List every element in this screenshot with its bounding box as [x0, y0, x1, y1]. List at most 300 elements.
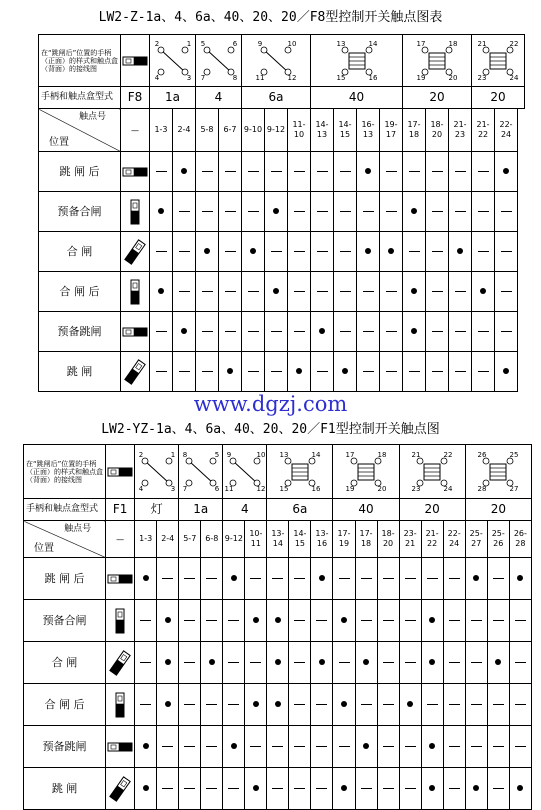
contact-number: 18-20	[426, 109, 449, 152]
contact-state-cell	[509, 768, 531, 810]
terminal-label: 3	[186, 73, 191, 82]
contact-state-cell	[245, 558, 267, 600]
open-contact-dash	[184, 704, 195, 705]
open-contact-dash	[317, 211, 328, 212]
terminal-label: 4	[154, 73, 159, 82]
open-contact-dash	[432, 291, 443, 292]
contact-diagram-cell	[196, 35, 242, 87]
open-contact-dash	[225, 331, 236, 332]
open-contact-dash	[206, 578, 217, 579]
contact-number: 9-12	[223, 521, 245, 558]
contact-state-cell	[311, 768, 333, 810]
contact-state-cell	[399, 726, 421, 768]
closed-contact-dot	[365, 248, 371, 254]
contact-state-cell	[288, 192, 311, 232]
open-contact-dash	[184, 788, 195, 789]
position-row	[39, 272, 525, 312]
contact-diagram-cell	[399, 445, 465, 499]
contact-number: 17-18	[403, 109, 426, 152]
contact-state-cell	[173, 272, 196, 312]
open-contact-dash	[405, 788, 416, 789]
contact-state-cell	[157, 768, 179, 810]
contact-state-cell	[377, 558, 399, 600]
contact-state-cell	[377, 642, 399, 684]
contact-state-cell	[355, 600, 377, 642]
contact-state-cell	[472, 152, 495, 192]
contact-state-cell	[311, 272, 334, 312]
contact-state-cell	[426, 272, 449, 312]
closed-contact-dot	[165, 617, 171, 623]
contact-state-cell	[449, 272, 472, 312]
contact-state-cell	[421, 642, 443, 684]
open-contact-dash	[455, 371, 466, 372]
contact-box-diagram	[181, 447, 221, 497]
contact-state-cell	[179, 642, 201, 684]
open-contact-dash	[271, 251, 282, 252]
contact-state-cell	[223, 642, 245, 684]
contact-state-cell	[289, 684, 311, 726]
contact-state-cell	[403, 192, 426, 232]
contact-state-cell	[265, 192, 288, 232]
terminal-label: 21	[477, 39, 487, 48]
contact-number: 14-13	[311, 109, 334, 152]
contact-state-cell	[495, 152, 518, 192]
position-row	[24, 600, 532, 642]
open-contact-dash	[156, 171, 167, 172]
open-contact-dash	[383, 662, 394, 663]
model-name: 40	[311, 87, 403, 109]
contact-position-header	[39, 109, 121, 152]
contact-state-cell	[399, 768, 421, 810]
contact-diagram-cell	[242, 35, 311, 87]
contact-diagram-cell	[311, 35, 403, 87]
contact-state-cell	[223, 684, 245, 726]
terminal-label: 17	[345, 450, 355, 459]
contact-state-cell	[288, 272, 311, 312]
contact-state-cell	[267, 726, 289, 768]
contact-state-cell	[242, 152, 265, 192]
contact-diagram-cell	[179, 445, 223, 499]
open-contact-dash	[271, 331, 282, 332]
contact-state-cell	[135, 726, 157, 768]
position-row	[39, 232, 525, 272]
contact-state-cell	[355, 684, 377, 726]
open-contact-dash	[455, 211, 466, 212]
closed-contact-dot	[227, 368, 233, 374]
terminal-label: 14	[368, 39, 377, 48]
contact-state-cell	[333, 642, 355, 684]
handle-position-cell	[106, 642, 135, 684]
contact-number: 25-26	[487, 521, 509, 558]
terminal-label: 16	[368, 73, 377, 82]
open-contact-dash	[478, 211, 489, 212]
contact-number: 13-14	[267, 521, 289, 558]
terminal-label: 10	[287, 39, 297, 48]
position-name: 合 闸 后	[39, 272, 121, 312]
terminal-label: 8	[232, 73, 237, 82]
contact-state-cell	[380, 192, 403, 232]
closed-contact-dot	[143, 785, 149, 791]
open-contact-dash	[471, 746, 482, 747]
terminal-label: 22	[443, 450, 453, 459]
contact-state-cell	[311, 192, 334, 232]
contact-state-cell	[377, 726, 399, 768]
open-contact-dash	[478, 331, 489, 332]
contact-state-cell	[311, 232, 334, 272]
closed-contact-dot	[181, 328, 187, 334]
front-handle-cell	[121, 35, 150, 87]
contact-number: 14-15	[334, 109, 357, 152]
contact-state-cell	[135, 558, 157, 600]
contact-state-cell	[289, 726, 311, 768]
contact-state-cell	[487, 600, 509, 642]
contact-state-cell	[288, 312, 311, 352]
open-contact-dash	[493, 578, 504, 579]
contact-state-cell	[472, 352, 495, 392]
contact-state-cell	[311, 352, 334, 392]
open-contact-dash	[202, 291, 213, 292]
handle-position-cell	[121, 152, 150, 192]
open-contact-dash	[383, 578, 394, 579]
open-contact-dash	[156, 331, 167, 332]
open-contact-dash	[493, 620, 504, 621]
contact-state-cell	[403, 152, 426, 192]
terminal-label: 13	[336, 39, 345, 48]
closed-contact-dot	[411, 288, 417, 294]
open-contact-dash	[228, 788, 239, 789]
contact-state-cell	[403, 232, 426, 272]
contact-state-cell	[173, 232, 196, 272]
contact-state-cell	[399, 558, 421, 600]
contact-state-cell	[289, 600, 311, 642]
contact-state-cell	[150, 312, 173, 352]
position-name: 跳 闸	[39, 352, 121, 392]
open-contact-dash	[515, 620, 526, 621]
contact-number: 11-10	[288, 109, 311, 152]
contact-number-label: 触点号	[78, 112, 106, 122]
contact-state-cell	[223, 726, 245, 768]
contact-state-cell	[201, 684, 223, 726]
contact-state-cell	[288, 232, 311, 272]
contact-state-cell	[487, 768, 509, 810]
terminal-label: 5	[200, 39, 205, 48]
contact-diagram-cell	[223, 445, 267, 499]
open-contact-dash	[202, 371, 213, 372]
contact-state-cell	[443, 642, 465, 684]
contact-box-diagram	[407, 37, 467, 85]
closed-contact-dot	[429, 785, 435, 791]
contact-state-cell	[426, 152, 449, 192]
terminal-label: 20	[448, 73, 458, 82]
contact-state-cell	[355, 768, 377, 810]
open-contact-dash	[363, 291, 374, 292]
open-contact-dash	[206, 746, 217, 747]
open-contact-dash	[317, 371, 328, 372]
terminal-label: 6	[232, 39, 237, 48]
contact-number: 13-16	[311, 521, 333, 558]
contact-state-cell	[267, 600, 289, 642]
position-name: 预备合闸	[39, 192, 121, 232]
open-contact-dash	[248, 171, 259, 172]
model-name: 6a	[242, 87, 311, 109]
model-name: 40	[333, 499, 399, 521]
open-contact-dash	[179, 291, 190, 292]
terminal-label: 23	[477, 73, 487, 82]
closed-contact-dot	[342, 368, 348, 374]
position-name: 合 闸	[39, 232, 121, 272]
contact-state-cell	[333, 768, 355, 810]
handle-icon	[107, 572, 133, 586]
handle-icon	[113, 692, 127, 718]
contact-state-cell	[245, 684, 267, 726]
contact-state-cell	[472, 312, 495, 352]
contact-state-cell	[399, 684, 421, 726]
open-contact-dash	[294, 171, 305, 172]
open-contact-dash	[405, 620, 416, 621]
model-name: 1a	[179, 499, 223, 521]
closed-contact-dot	[275, 617, 281, 623]
contact-state-cell	[380, 312, 403, 352]
contact-number-label: 触点号	[64, 524, 92, 534]
contact-state-cell	[179, 600, 201, 642]
contact-state-cell	[245, 600, 267, 642]
terminal-label: 27	[509, 484, 519, 493]
closed-contact-dot	[473, 785, 479, 791]
open-contact-dash	[294, 291, 305, 292]
front-handle-cell	[106, 445, 135, 499]
open-contact-dash	[339, 746, 350, 747]
contact-state-cell	[242, 312, 265, 352]
contact-state-cell	[443, 726, 465, 768]
open-contact-dash	[478, 171, 489, 172]
closed-contact-dot	[181, 168, 187, 174]
open-contact-dash	[427, 704, 438, 705]
model-name: 20	[465, 499, 531, 521]
contact-state-cell	[509, 642, 531, 684]
closed-contact-dot	[429, 743, 435, 749]
open-contact-dash	[316, 704, 327, 705]
contact-number: 25-27	[465, 521, 487, 558]
contact-diagram-cell	[150, 35, 196, 87]
open-contact-dash	[493, 788, 504, 789]
contact-state-cell	[265, 152, 288, 192]
contact-state-cell	[487, 684, 509, 726]
contact-state-cell	[219, 152, 242, 192]
terminal-label: 14	[311, 450, 321, 459]
contact-number: 21-23	[449, 109, 472, 152]
open-contact-dash	[493, 746, 504, 747]
contact-number: 19-17	[380, 109, 403, 152]
terminal-label: 8	[182, 450, 188, 459]
closed-contact-dot	[341, 701, 347, 707]
contact-state-cell	[333, 600, 355, 642]
closed-contact-dot	[319, 659, 325, 665]
open-contact-dash	[501, 331, 512, 332]
open-contact-dash	[228, 620, 239, 621]
terminal-label: 3	[170, 484, 175, 493]
contact-state-cell	[219, 312, 242, 352]
contact-state-cell	[333, 558, 355, 600]
closed-contact-dot	[158, 288, 164, 294]
open-contact-dash	[140, 662, 151, 663]
closed-contact-dot	[296, 368, 302, 374]
contact-state-cell	[355, 726, 377, 768]
open-contact-dash	[501, 291, 512, 292]
contact-state-cell	[311, 558, 333, 600]
open-contact-dash	[515, 704, 526, 705]
contact-state-cell	[399, 600, 421, 642]
closed-contact-dot	[429, 659, 435, 665]
terminal-label: 10	[256, 450, 265, 459]
open-contact-dash	[294, 578, 305, 579]
contact-state-cell	[267, 642, 289, 684]
open-contact-dash	[294, 620, 305, 621]
handle-icon	[122, 50, 148, 72]
contact-number: 22-24	[443, 521, 465, 558]
contact-box-diagram	[327, 37, 387, 85]
contact-state-cell	[377, 768, 399, 810]
contact-state-cell	[173, 352, 196, 392]
open-contact-dash	[361, 578, 372, 579]
contact-state-cell	[150, 152, 173, 192]
position-name: 预备跳闸	[24, 726, 106, 768]
contact-state-cell	[173, 312, 196, 352]
contact-state-cell	[179, 558, 201, 600]
contact-number: 17-19	[333, 521, 355, 558]
contact-state-cell	[421, 726, 443, 768]
terminal-label: 22	[509, 39, 519, 48]
contact-state-cell	[334, 152, 357, 192]
contact-state-cell	[311, 152, 334, 192]
contact-diagram-cell	[267, 445, 333, 499]
contact-table-2	[23, 444, 532, 810]
contact-state-cell	[495, 312, 518, 352]
closed-contact-dot	[209, 659, 215, 665]
handle-column-header: —	[121, 109, 150, 152]
open-contact-dash	[383, 746, 394, 747]
contact-state-cell	[201, 558, 223, 600]
contact-state-cell	[333, 726, 355, 768]
closed-contact-dot	[365, 168, 371, 174]
contact-state-cell	[421, 684, 443, 726]
handle-position-cell	[106, 768, 135, 810]
contact-state-cell	[333, 684, 355, 726]
handle-position-cell	[106, 558, 135, 600]
open-contact-dash	[455, 331, 466, 332]
handle-position-cell	[121, 272, 150, 312]
contact-state-cell	[465, 684, 487, 726]
closed-contact-dot	[143, 575, 149, 581]
open-contact-dash	[449, 620, 460, 621]
model-label: 手柄和触点盒型式	[39, 87, 121, 109]
contact-diagram-cell	[135, 445, 179, 499]
open-contact-dash	[250, 746, 261, 747]
contact-state-cell	[135, 684, 157, 726]
open-contact-dash	[184, 662, 195, 663]
contact-state-cell	[157, 600, 179, 642]
contact-state-cell	[334, 232, 357, 272]
contact-state-cell	[150, 192, 173, 232]
handle-icon	[122, 325, 148, 339]
contact-state-cell	[426, 312, 449, 352]
position-name: 预备合闸	[24, 600, 106, 642]
open-contact-dash	[409, 171, 420, 172]
position-row	[39, 192, 525, 232]
contact-state-cell	[157, 642, 179, 684]
closed-contact-dot	[165, 659, 171, 665]
contact-state-cell	[289, 558, 311, 600]
contact-state-cell	[179, 684, 201, 726]
open-contact-dash	[432, 211, 443, 212]
closed-contact-dot	[363, 659, 369, 665]
closed-contact-dot	[341, 785, 347, 791]
contact-diagram-cell	[472, 35, 525, 87]
contact-state-cell	[242, 272, 265, 312]
contact-state-cell	[403, 312, 426, 352]
open-contact-dash	[225, 251, 236, 252]
open-contact-dash	[501, 211, 512, 212]
closed-contact-dot	[473, 575, 479, 581]
contact-state-cell	[201, 768, 223, 810]
handle-position-cell	[106, 726, 135, 768]
contact-state-cell	[487, 726, 509, 768]
model-name: F1	[106, 499, 135, 521]
open-contact-dash	[449, 662, 460, 663]
contact-state-cell	[426, 232, 449, 272]
terminal-label: 6	[214, 484, 220, 493]
open-contact-dash	[316, 620, 327, 621]
position-row	[24, 726, 532, 768]
contact-box-diagram	[336, 447, 396, 497]
open-contact-dash	[340, 211, 351, 212]
open-contact-dash	[248, 291, 259, 292]
contact-state-cell	[443, 768, 465, 810]
contact-state-cell	[135, 768, 157, 810]
terminal-label: 15	[336, 73, 345, 82]
open-contact-dash	[515, 662, 526, 663]
contact-number: 5-8	[196, 109, 219, 152]
contact-state-cell	[449, 312, 472, 352]
open-contact-dash	[162, 788, 173, 789]
model-name: 6a	[267, 499, 333, 521]
contact-state-cell	[150, 272, 173, 312]
open-contact-dash	[184, 746, 195, 747]
contact-diagram-cell	[403, 35, 472, 87]
position-row	[39, 152, 525, 192]
open-contact-dash	[179, 251, 190, 252]
contact-state-cell	[135, 600, 157, 642]
handle-position-cell	[121, 232, 150, 272]
contact-state-cell	[157, 726, 179, 768]
closed-contact-dot	[503, 368, 509, 374]
terminal-label: 23	[411, 484, 421, 493]
open-contact-dash	[471, 620, 482, 621]
terminal-label: 18	[377, 450, 387, 459]
open-contact-dash	[316, 746, 327, 747]
contact-state-cell	[242, 232, 265, 272]
open-contact-dash	[383, 620, 394, 621]
open-contact-dash	[162, 746, 173, 747]
contact-number: 14-15	[289, 521, 311, 558]
closed-contact-dot	[363, 743, 369, 749]
contact-state-cell	[357, 152, 380, 192]
position-name: 合 闸 后	[24, 684, 106, 726]
open-contact-dash	[339, 578, 350, 579]
closed-contact-dot	[429, 617, 435, 623]
open-contact-dash	[184, 578, 195, 579]
open-contact-dash	[361, 704, 372, 705]
terminal-label: 9	[226, 450, 232, 459]
